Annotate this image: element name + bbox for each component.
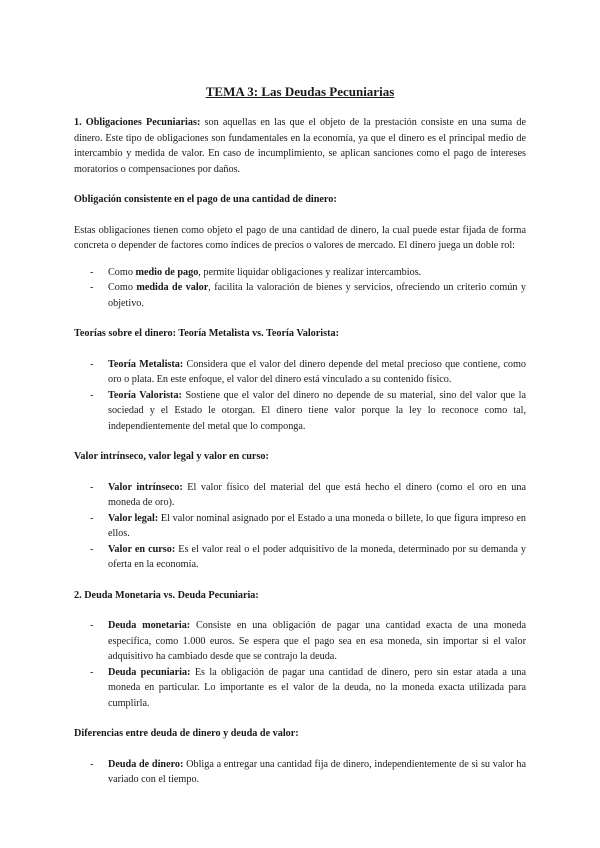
- list-item: - Deuda pecuniaria: Es la obligación de pagar una cantidad de dinero, pero sin estar atada a una moneda en particular. Lo importante es el valor de la deuda, no la moneda exacta utilizada para cumplirla.: [90, 666, 526, 709]
- intro-paragraph: [74, 115, 526, 177]
- page-title: TEMA 3: Las Deudas Pecuniarias: [205, 84, 395, 99]
- list-diferencias: [74, 757, 526, 788]
- list-item: - Valor en curso: Es el valor real o el poder adquisitivo de la moneda, determinado por su demanda y oferta en la economía.: [90, 543, 527, 570]
- list-item: - Valor legal: El valor nominal asignado por el Estado a una moneda o billete, lo que figura impreso en ellos.: [90, 512, 526, 539]
- section-heading-pago-dinero: Obligación consistente en el pago de una cantidad de dinero:: [74, 194, 337, 205]
- list-valores: [74, 480, 526, 573]
- list-item: - Teoría Metalista: Considera que el valor del dinero depende del metal precioso que contiene, como oro o plata. En este enfoque, el valor del dinero está vinculado a su contenido físico.: [90, 358, 526, 385]
- list-item: - Deuda de dinero: Obliga a entregar una cantidad fija de dinero, independientemente de si su valor ha variado con el tiempo.: [90, 758, 526, 785]
- list-item: - Como medida de valor, facilita la valoración de bienes y servicios, ofreciendo un criterio común y objetivo.: [90, 282, 526, 309]
- list-teorias: [74, 357, 526, 435]
- intro-text: son aquellas en las que el objeto de la prestación consiste en una suma de dinero. Este tipo de obligaciones son fundamentales en la economía, ya que el dinero es el principal medio de intercambio y medida de valor. En caso de incumplimiento, se aplican sanciones como el pago de intereses moratorios o compensaciones por daños.: [74, 117, 526, 175]
- section-heading-diferencias: Diferencias entre deuda de dinero y deuda de valor:: [74, 728, 299, 739]
- section-heading-deuda-monetaria: 2. Deuda Monetaria vs. Deuda Pecuniaria:: [74, 589, 259, 601]
- list-item: - Deuda monetaria: Consiste en una obligación de pagar una cantidad exacta de una moneda específica, como 1.000 euros. Se espera que el pago sea en esa moneda, sin importar si el valor adquisitivo ha cambiado desde que se contrajo la deuda.: [90, 620, 526, 662]
- section-heading-teorias: Teorías sobre el dinero: Teoría Metalista vs. Teoría Valorista:: [74, 328, 339, 339]
- list-item: - Teoría Valorista: Sostiene que el valor del dinero no depende de su material, sino del valor que la sociedad y el Estado le otorgan. El dinero tiene valor porque la ley lo reconoce como tal, independientemente del metal que lo componga.: [90, 389, 526, 432]
- list-deudas: [74, 618, 526, 711]
- intro-heading: 1. Obligaciones Pecuniarias:: [74, 117, 201, 128]
- list-roles-dinero: [74, 265, 526, 312]
- list-item: - Como medio de pago, permite liquidar obligaciones y realizar intercambios.: [90, 266, 422, 278]
- list-item: - Valor intrínseco: El valor físico del material del que está hecho el dinero (como el oro en una moneda de oro).: [90, 481, 526, 508]
- section-paragraph-pago-dinero: Estas obligaciones tienen como objeto el pago de una cantidad de dinero, la cual puede estar fijada de forma concreta o depender de factores como índices de precios o valores de mercado. El dinero juega un doble rol:: [74, 224, 526, 251]
- section-heading-valores: Valor intrínseco, valor legal y valor en curso:: [74, 451, 269, 462]
